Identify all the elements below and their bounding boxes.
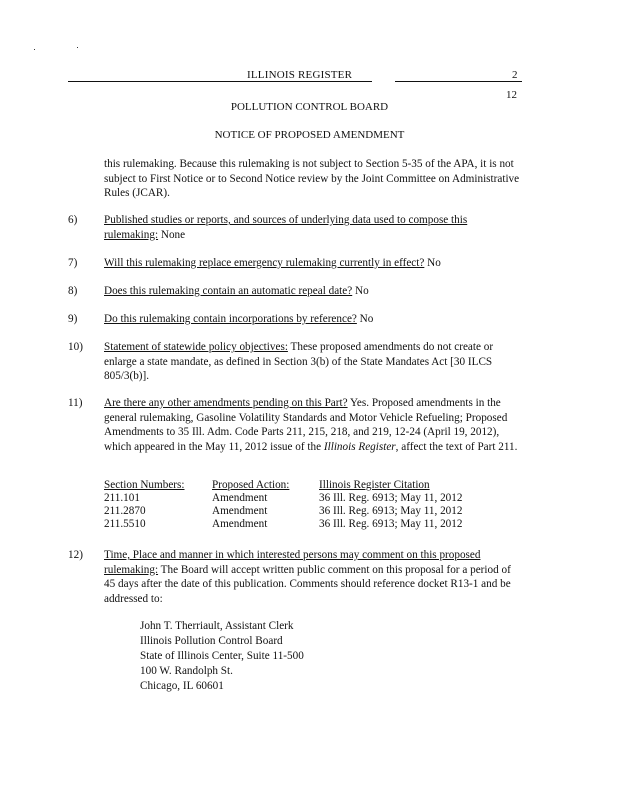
page-number: 2 [512, 69, 518, 81]
item-number: 10) [68, 341, 83, 353]
table-cell: Amendment [212, 518, 268, 530]
item-number: 8) [68, 285, 78, 297]
item-answer: No [356, 313, 374, 325]
scan-speck [34, 49, 35, 50]
table-row [104, 518, 504, 531]
table-cell: 211.101 [104, 492, 140, 504]
address-line: John T. Therriault, Assistant Clerk [140, 620, 294, 632]
table-cell: 36 Ill. Reg. 6913; May 11, 2012 [319, 505, 463, 517]
address-line: State of Illinois Center, Suite 11-500 [140, 650, 304, 662]
item-question: Published studies or reports, and sources of underlying data used to compose this rulemaking: [104, 214, 468, 241]
agency-title: POLLUTION CONTROL BOARD [230, 101, 389, 113]
item-answer: None [158, 228, 186, 241]
item-number: 7) [68, 257, 78, 269]
item-answer-end: , affect the text of Part 211. [395, 440, 518, 453]
address-line: 100 W. Randolph St. [140, 665, 233, 677]
table-cell: 36 Ill. Reg. 6913; May 11, 2012 [319, 492, 463, 504]
scan-speck [77, 47, 78, 48]
item-answer: These proposed amendments do not create or enlarge a state mandate, as defined in Section 3(b) of the State Mandates Act [30 ILCS 805/3(b)]. [104, 341, 494, 383]
item-answer: No [424, 257, 441, 269]
item-number: 6) [68, 214, 78, 226]
table-header: Proposed Action: [212, 479, 290, 491]
item-number: 12) [68, 549, 83, 561]
item-answer: No [352, 285, 369, 297]
citation-table [104, 479, 504, 531]
table-row [104, 505, 504, 518]
address-line: Illinois Pollution Control Board [140, 635, 283, 647]
table-cell: 211.5510 [104, 518, 146, 530]
item-question: Does this rulemaking contain an automatic repeal date? [104, 285, 353, 297]
item-question: Time, Place and manner in which interested persons may comment on this proposed rulemaking: [104, 549, 481, 576]
item-question: Are there any other amendments pending on this Part? [104, 397, 348, 409]
item-question: Statement of statewide policy objectives: [104, 341, 288, 353]
mailing-address [140, 619, 304, 694]
table-cell: Amendment [212, 505, 268, 517]
item-answer: Yes. Proposed amendments in the general rulemaking, Gasoline Volatility Standards and Motor Vehicle Refueling; Proposed Amendments to 35 Ill. Adm. Code Parts 211, 215, 218, and 219, 12-24 (April 19, 2012), which appeared in the May 11, 2012 issue of the [104, 397, 508, 453]
item-question: Do this rulemaking contain incorporations by reference? [104, 313, 357, 325]
address-line: Chicago, IL 60601 [140, 680, 224, 692]
table-row [104, 492, 504, 505]
register-name: Illinois Register [323, 440, 396, 453]
item-number: 11) [68, 397, 83, 409]
item-question: Will this rulemaking replace emergency rulemaking currently in effect? [104, 257, 425, 269]
sub-number: 12 [506, 89, 517, 101]
table-header: Section Numbers: [104, 479, 185, 491]
notice-title: NOTICE OF PROPOSED AMENDMENT [214, 129, 405, 141]
item-answer: The Board will accept written public comment on this proposal for a period of 45 days after the date of this publication. Comments should reference docket R13-1 and be addressed to: [104, 563, 511, 605]
intro-paragraph: this rulemaking. Because this rulemaking is not subject to Section 5-35 of the APA, it is not subject to First Notice or to Second Notice review by the Joint Committee on Administrative Rules (JCAR). [104, 158, 520, 200]
table-cell: 36 Ill. Reg. 6913; May 11, 2012 [319, 518, 463, 530]
table-cell: Amendment [212, 492, 268, 504]
table-cell: 211.2870 [104, 505, 146, 517]
register-title: ILLINOIS REGISTER [247, 69, 353, 81]
table-header: Illinois Register Citation [319, 479, 430, 491]
header-rule-right [395, 81, 522, 82]
item-number: 9) [68, 313, 78, 325]
table-header-row [104, 479, 504, 492]
